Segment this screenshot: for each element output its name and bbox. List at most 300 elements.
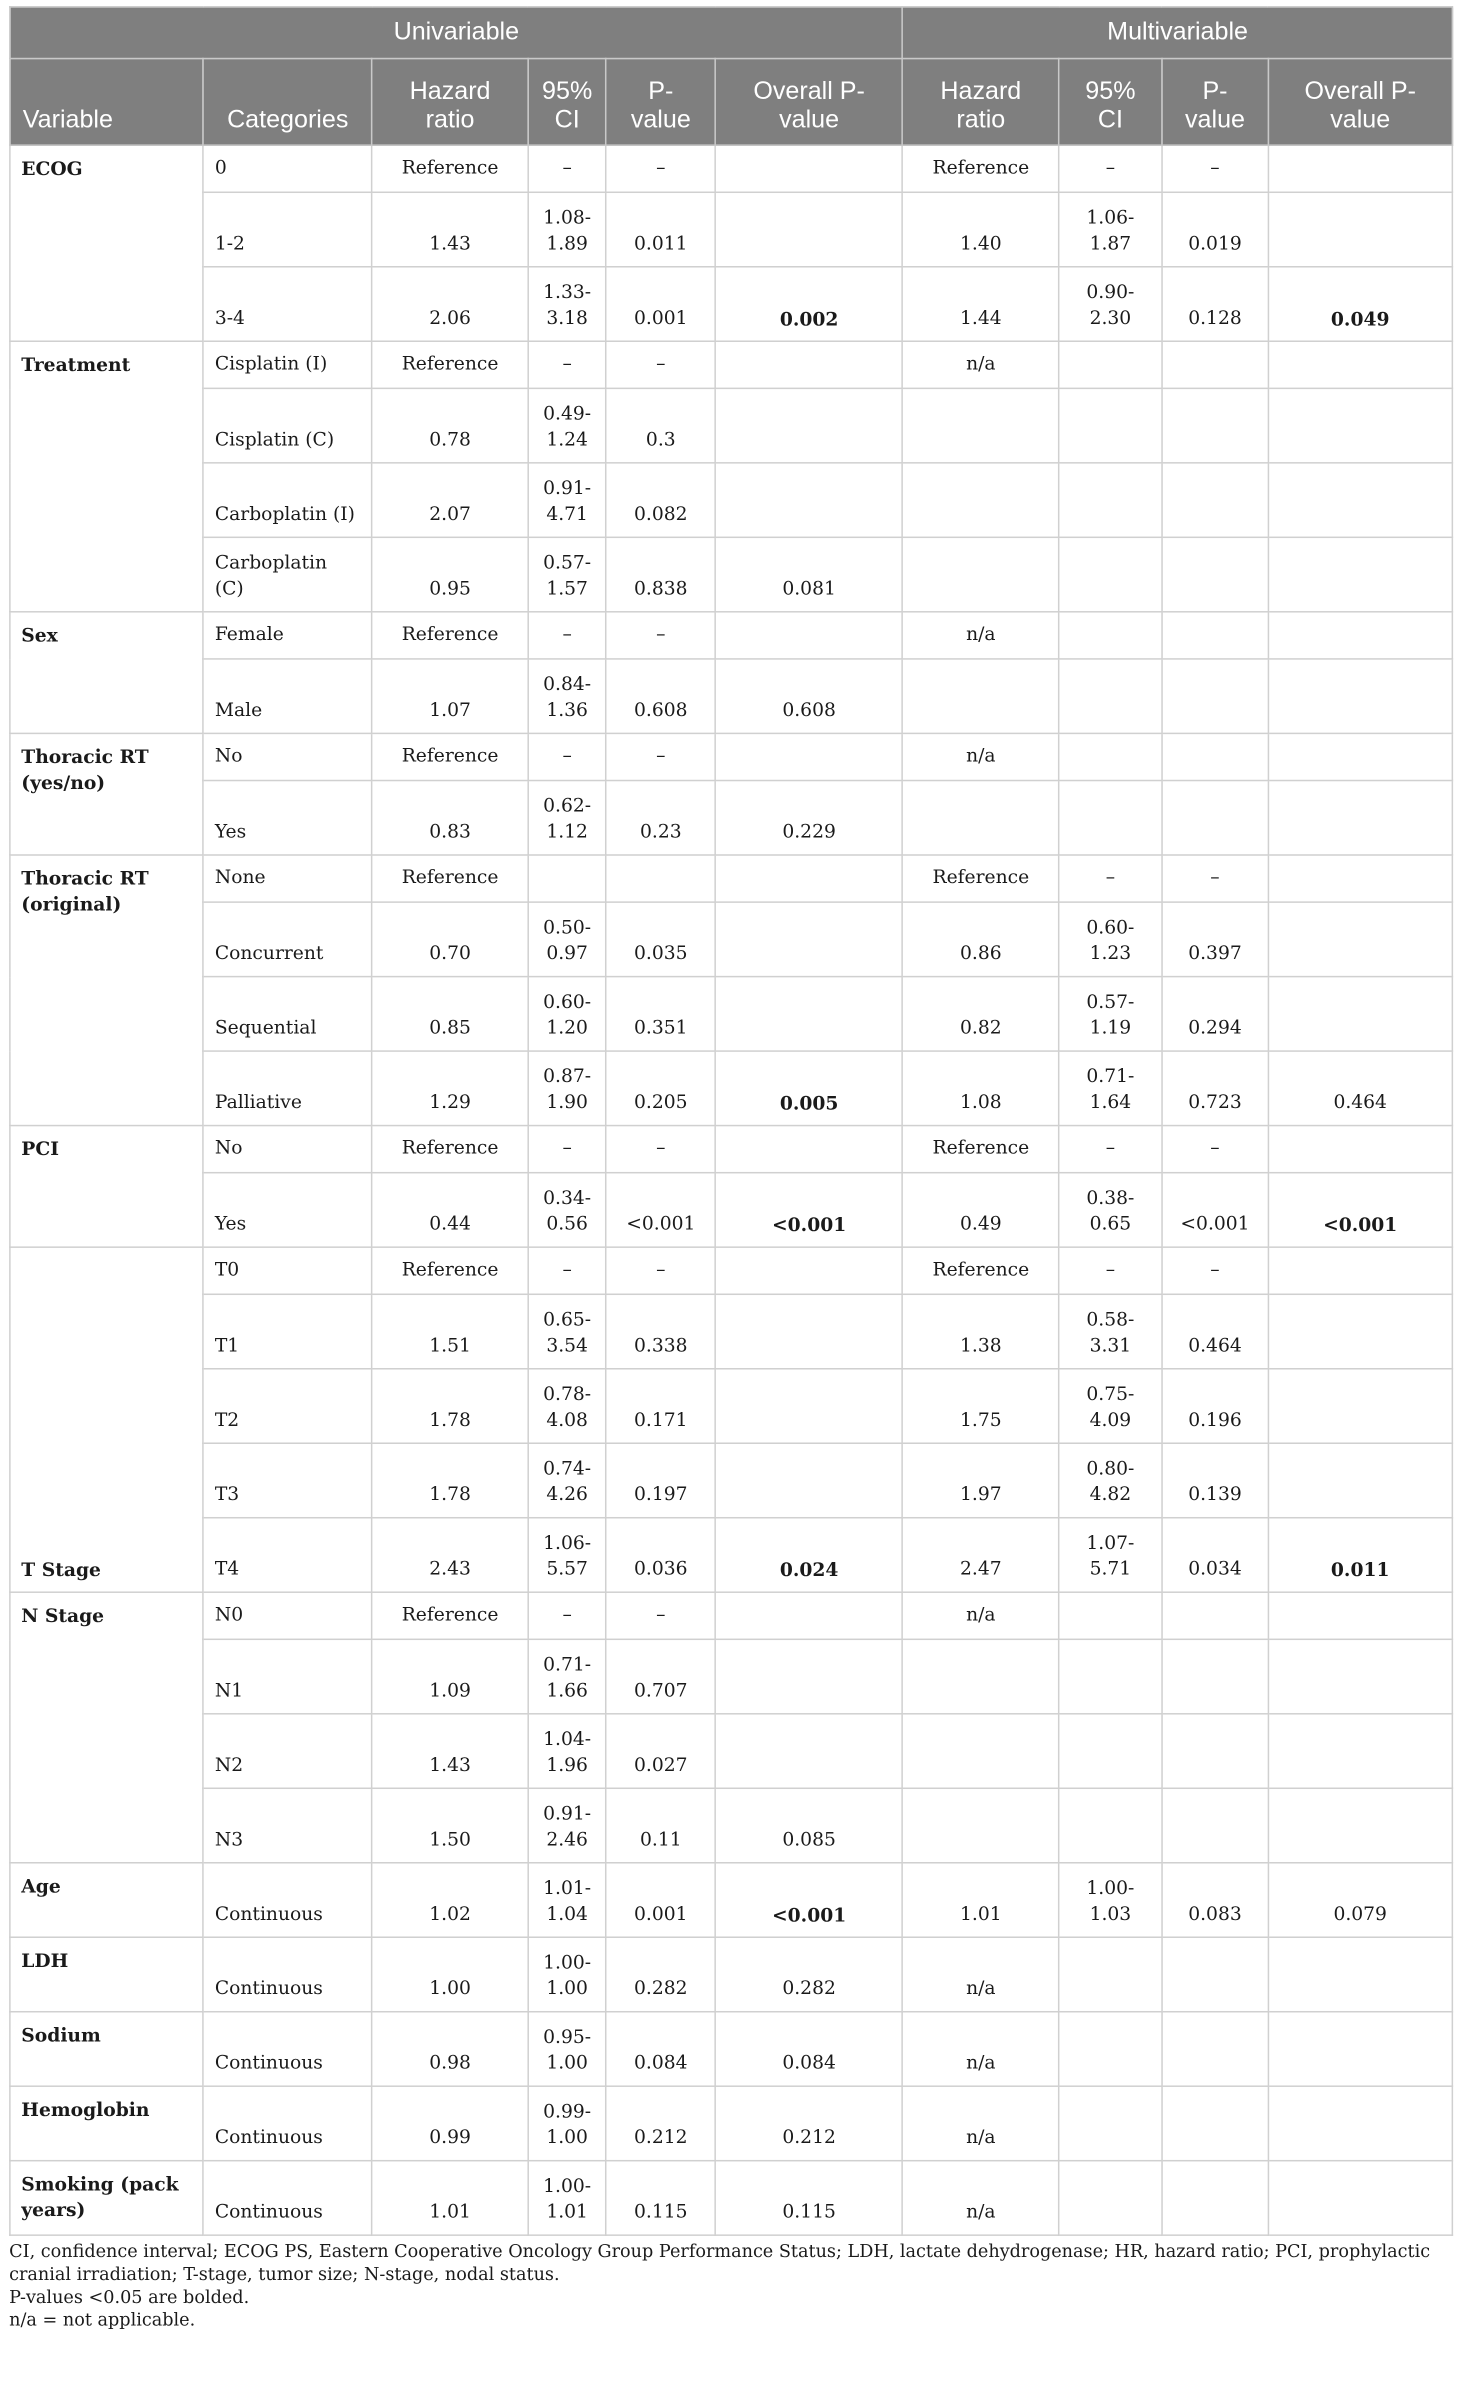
table-row — [10, 1863, 1452, 1937]
overall-p-value-cell — [715, 388, 902, 462]
overall-p-value-cell — [715, 612, 902, 659]
category-cell: Cisplatin (I) — [203, 341, 372, 388]
mv-ci-cell — [1059, 388, 1162, 462]
overall-p-value-cell — [715, 1639, 902, 1713]
table-row — [10, 902, 1452, 976]
mv-p-value-cell — [1162, 659, 1268, 733]
mv-hazard-ratio-cell: 1.40 — [903, 192, 1059, 266]
col-header-variable: Variable — [10, 59, 204, 146]
mv-p-value-cell — [1162, 781, 1268, 855]
p-value-cell: 0.3 — [606, 388, 715, 462]
p-value-cell: 0.084 — [606, 2012, 715, 2086]
category-cell: Continuous — [203, 2161, 372, 2235]
hazard-ratio-cell: 0.98 — [372, 2012, 528, 2086]
mv-hazard-ratio-cell: n/a — [903, 341, 1059, 388]
hazard-ratio-cell: 1.78 — [372, 1369, 528, 1443]
col-header-p-value: P-value — [606, 59, 715, 146]
mv-hazard-ratio-cell: 2.47 — [903, 1518, 1059, 1592]
ci-cell: 0.91-2.46 — [528, 1788, 606, 1862]
mv-p-value-cell: 0.464 — [1162, 1294, 1268, 1368]
ci-cell: – — [528, 612, 606, 659]
mv-hazard-ratio-cell: 0.82 — [903, 977, 1059, 1051]
mv-hazard-ratio-cell: n/a — [903, 2161, 1059, 2235]
mv-p-value-cell — [1162, 612, 1268, 659]
table-header — [10, 7, 1452, 145]
mv-ci-cell — [1059, 1788, 1162, 1862]
category-cell: 1-2 — [203, 192, 372, 266]
p-value-cell: – — [606, 1592, 715, 1639]
table-row — [10, 267, 1452, 341]
variable-cell: ECOG — [10, 145, 204, 341]
ci-cell: 0.57-1.57 — [528, 537, 606, 611]
p-value-cell: 0.608 — [606, 659, 715, 733]
variable-cell: Thoracic RT (yes/no) — [10, 733, 204, 855]
mv-overall-p-value-cell — [1268, 1443, 1452, 1517]
table-row — [10, 2086, 1452, 2160]
p-value-cell: – — [606, 341, 715, 388]
hazard-ratio-cell: 0.70 — [372, 902, 528, 976]
hazard-ratio-cell: Reference — [372, 145, 528, 192]
p-value-cell: <0.001 — [606, 1173, 715, 1247]
mv-hazard-ratio-cell: 1.38 — [903, 1294, 1059, 1368]
overall-p-value-cell: <0.001 — [715, 1173, 902, 1247]
category-cell: Cisplatin (C) — [203, 388, 372, 462]
mv-p-value-cell: 0.397 — [1162, 902, 1268, 976]
ci-cell: 1.08-1.89 — [528, 192, 606, 266]
hazard-ratio-cell: 1.00 — [372, 1937, 528, 2011]
variable-cell: N Stage — [10, 1592, 204, 1863]
ci-cell: 0.87-1.90 — [528, 1051, 606, 1125]
p-value-cell: 0.205 — [606, 1051, 715, 1125]
mv-overall-p-value-cell: <0.001 — [1268, 1173, 1452, 1247]
mv-hazard-ratio-cell — [903, 388, 1059, 462]
hazard-ratio-cell: 1.43 — [372, 192, 528, 266]
table-row — [10, 1294, 1452, 1368]
mv-ci-cell — [1059, 1937, 1162, 2011]
table-row — [10, 1518, 1452, 1592]
table-row — [10, 341, 1452, 388]
category-cell: Carboplatin (I) — [203, 463, 372, 537]
mv-hazard-ratio-cell: Reference — [903, 1126, 1059, 1173]
mv-hazard-ratio-cell: 0.86 — [903, 902, 1059, 976]
mv-overall-p-value-cell — [1268, 1714, 1452, 1788]
variable-cell: Smoking (pack years) — [10, 2161, 204, 2235]
mv-p-value-cell: 0.128 — [1162, 267, 1268, 341]
overall-p-value-cell — [715, 902, 902, 976]
ci-cell: 0.99-1.00 — [528, 2086, 606, 2160]
mv-p-value-cell — [1162, 1714, 1268, 1788]
mv-ci-cell: – — [1059, 145, 1162, 192]
table-row — [10, 1051, 1452, 1125]
mv-p-value-cell — [1162, 733, 1268, 780]
mv-hazard-ratio-cell — [903, 659, 1059, 733]
mv-hazard-ratio-cell: n/a — [903, 612, 1059, 659]
hazard-ratio-cell: 0.83 — [372, 781, 528, 855]
category-cell: Continuous — [203, 1863, 372, 1937]
mv-overall-p-value-cell — [1268, 1788, 1452, 1862]
overall-p-value-cell — [715, 463, 902, 537]
category-cell: 0 — [203, 145, 372, 192]
col-header-overall-p-value: Overall P-value — [715, 59, 902, 146]
mv-p-value-cell — [1162, 2161, 1268, 2235]
mv-p-value-cell — [1162, 1639, 1268, 1713]
variable-cell: PCI — [10, 1126, 204, 1248]
hazard-ratio-cell: 1.78 — [372, 1443, 528, 1517]
mv-overall-p-value-cell — [1268, 1592, 1452, 1639]
ci-cell: 0.78-4.08 — [528, 1369, 606, 1443]
category-cell: Yes — [203, 1173, 372, 1247]
ci-cell: 0.50-0.97 — [528, 902, 606, 976]
mv-p-value-cell: 0.034 — [1162, 1518, 1268, 1592]
table-row — [10, 1714, 1452, 1788]
mv-overall-p-value-cell — [1268, 2161, 1452, 2235]
overall-p-value-cell — [715, 1126, 902, 1173]
overall-p-value-cell — [715, 1369, 902, 1443]
ci-cell: – — [528, 1126, 606, 1173]
p-value-cell: 0.212 — [606, 2086, 715, 2160]
overall-p-value-cell: 0.115 — [715, 2161, 902, 2235]
hazard-ratio-cell: 2.07 — [372, 463, 528, 537]
mv-overall-p-value-cell — [1268, 192, 1452, 266]
hazard-ratio-cell: Reference — [372, 612, 528, 659]
mv-overall-p-value-cell: 0.049 — [1268, 267, 1452, 341]
hazard-ratio-cell: Reference — [372, 341, 528, 388]
table-row — [10, 1173, 1452, 1247]
p-value-cell: 0.838 — [606, 537, 715, 611]
p-value-cell: – — [606, 733, 715, 780]
category-cell: Yes — [203, 781, 372, 855]
mv-hazard-ratio-cell — [903, 1714, 1059, 1788]
table-row — [10, 1126, 1452, 1173]
overall-p-value-cell: 0.002 — [715, 267, 902, 341]
mv-ci-cell: 0.60-1.23 — [1059, 902, 1162, 976]
mv-overall-p-value-cell: 0.079 — [1268, 1863, 1452, 1937]
ci-cell: 0.34-0.56 — [528, 1173, 606, 1247]
category-cell: T3 — [203, 1443, 372, 1517]
category-cell: T1 — [203, 1294, 372, 1368]
overall-p-value-cell — [715, 1714, 902, 1788]
hazard-ratio-cell: 1.09 — [372, 1639, 528, 1713]
mv-ci-cell: 0.38-0.65 — [1059, 1173, 1162, 1247]
overall-p-value-cell — [715, 733, 902, 780]
category-cell: Continuous — [203, 2086, 372, 2160]
category-cell: Palliative — [203, 1051, 372, 1125]
mv-ci-cell: 0.80-4.82 — [1059, 1443, 1162, 1517]
table-row — [10, 2012, 1452, 2086]
mv-overall-p-value-cell: 0.464 — [1268, 1051, 1452, 1125]
mv-hazard-ratio-cell: Reference — [903, 1247, 1059, 1294]
table-row — [10, 1639, 1452, 1713]
hazard-ratio-cell: 1.07 — [372, 659, 528, 733]
p-value-cell: 0.171 — [606, 1369, 715, 1443]
mv-overall-p-value-cell — [1268, 2012, 1452, 2086]
p-value-cell: – — [606, 612, 715, 659]
variable-cell: Sex — [10, 612, 204, 734]
category-cell: Continuous — [203, 2012, 372, 2086]
ci-cell: 0.65-3.54 — [528, 1294, 606, 1368]
table-row — [10, 388, 1452, 462]
mv-ci-cell — [1059, 733, 1162, 780]
overall-p-value-cell — [715, 1247, 902, 1294]
category-cell: Female — [203, 612, 372, 659]
category-cell: No — [203, 1126, 372, 1173]
mv-hazard-ratio-cell — [903, 1788, 1059, 1862]
mv-hazard-ratio-cell — [903, 781, 1059, 855]
ci-cell: 1.00-1.00 — [528, 1937, 606, 2011]
ci-cell: 0.91-4.71 — [528, 463, 606, 537]
table-row — [10, 463, 1452, 537]
mv-ci-cell — [1059, 612, 1162, 659]
mv-hazard-ratio-cell — [903, 1639, 1059, 1713]
table-row — [10, 1788, 1452, 1862]
mv-ci-cell — [1059, 341, 1162, 388]
hazard-ratio-cell: 1.50 — [372, 1788, 528, 1862]
hazard-ratio-cell: Reference — [372, 1126, 528, 1173]
mv-ci-cell — [1059, 1592, 1162, 1639]
category-cell: Concurrent — [203, 902, 372, 976]
group-header-univariable: Univariable — [10, 7, 903, 59]
overall-p-value-cell — [715, 1443, 902, 1517]
overall-p-value-cell: 0.081 — [715, 537, 902, 611]
overall-p-value-cell: 0.282 — [715, 1937, 902, 2011]
table-row — [10, 1592, 1452, 1639]
mv-overall-p-value-cell — [1268, 781, 1452, 855]
mv-p-value-cell — [1162, 341, 1268, 388]
p-value-cell: – — [606, 1247, 715, 1294]
table-row — [10, 1443, 1452, 1517]
mv-ci-cell — [1059, 2086, 1162, 2160]
p-value-cell: 0.282 — [606, 1937, 715, 2011]
table-row — [10, 733, 1452, 780]
footnote-abbreviations: CI, confidence interval; ECOG PS, Eastern Cooperative Oncology Group Performance Status; LDH, lactate dehydrogenase; HR, hazard ratio; PCI, prophylactic cranial irradiation; T-stage, tumor size; N-stage, nodal status. — [9, 2240, 1431, 2285]
table-row — [10, 855, 1452, 902]
table-row — [10, 145, 1452, 192]
mv-p-value-cell — [1162, 463, 1268, 537]
category-cell: Carboplatin (C) — [203, 537, 372, 611]
mv-ci-cell: 1.06-1.87 — [1059, 192, 1162, 266]
overall-p-value-cell: 0.212 — [715, 2086, 902, 2160]
mv-p-value-cell — [1162, 1788, 1268, 1862]
overall-p-value-cell: 0.024 — [715, 1518, 902, 1592]
mv-ci-cell — [1059, 2012, 1162, 2086]
mv-ci-cell: – — [1059, 855, 1162, 902]
overall-p-value-cell — [715, 1592, 902, 1639]
category-cell: Sequential — [203, 977, 372, 1051]
group-header-multivariable: Multivariable — [903, 7, 1453, 59]
ci-cell: – — [528, 341, 606, 388]
mv-hazard-ratio-cell: 1.97 — [903, 1443, 1059, 1517]
table-footnotes — [9, 2240, 1453, 2331]
p-value-cell: 0.197 — [606, 1443, 715, 1517]
mv-p-value-cell: 0.083 — [1162, 1863, 1268, 1937]
p-value-cell: 0.11 — [606, 1788, 715, 1862]
mv-ci-cell — [1059, 781, 1162, 855]
ci-cell: – — [528, 733, 606, 780]
ci-cell: 1.33-3.18 — [528, 267, 606, 341]
ci-cell: 1.01-1.04 — [528, 1863, 606, 1937]
mv-ci-cell — [1059, 1714, 1162, 1788]
hazard-ratio-cell: Reference — [372, 1247, 528, 1294]
mv-hazard-ratio-cell: Reference — [903, 145, 1059, 192]
mv-overall-p-value-cell: 0.011 — [1268, 1518, 1452, 1592]
mv-hazard-ratio-cell: n/a — [903, 733, 1059, 780]
mv-overall-p-value-cell — [1268, 2086, 1452, 2160]
variable-cell: LDH — [10, 1937, 204, 2011]
mv-p-value-cell: – — [1162, 1247, 1268, 1294]
overall-p-value-cell: 0.005 — [715, 1051, 902, 1125]
mv-ci-cell: 0.75-4.09 — [1059, 1369, 1162, 1443]
mv-overall-p-value-cell — [1268, 1937, 1452, 2011]
p-value-cell: 0.035 — [606, 902, 715, 976]
table-row — [10, 659, 1452, 733]
mv-p-value-cell: – — [1162, 855, 1268, 902]
p-value-cell: 0.036 — [606, 1518, 715, 1592]
col-header-hazard-ratio: Hazard ratio — [372, 59, 528, 146]
hazard-ratio-cell: 0.99 — [372, 2086, 528, 2160]
col-header-mv-overall-p-value: Overall P-value — [1268, 59, 1452, 146]
ci-cell: 1.06-5.57 — [528, 1518, 606, 1592]
mv-ci-cell: 0.90-2.30 — [1059, 267, 1162, 341]
mv-ci-cell — [1059, 537, 1162, 611]
mv-ci-cell: 0.71-1.64 — [1059, 1051, 1162, 1125]
p-value-cell: 0.011 — [606, 192, 715, 266]
mv-overall-p-value-cell — [1268, 1369, 1452, 1443]
mv-hazard-ratio-cell — [903, 463, 1059, 537]
mv-p-value-cell — [1162, 1592, 1268, 1639]
mv-overall-p-value-cell — [1268, 659, 1452, 733]
mv-overall-p-value-cell — [1268, 1294, 1452, 1368]
mv-overall-p-value-cell — [1268, 902, 1452, 976]
table-row — [10, 977, 1452, 1051]
ci-cell: 0.74-4.26 — [528, 1443, 606, 1517]
mv-hazard-ratio-cell: 1.75 — [903, 1369, 1059, 1443]
variable-cell: Sodium — [10, 2012, 204, 2086]
table-row — [10, 192, 1452, 266]
category-cell: No — [203, 733, 372, 780]
category-cell: N1 — [203, 1639, 372, 1713]
mv-hazard-ratio-cell: 1.01 — [903, 1863, 1059, 1937]
footnote-bold: P-values <0.05 are bolded. — [9, 2286, 250, 2308]
hazard-ratio-cell: 1.43 — [372, 1714, 528, 1788]
mv-p-value-cell: <0.001 — [1162, 1173, 1268, 1247]
ci-cell — [528, 855, 606, 902]
hazard-ratio-cell: 0.85 — [372, 977, 528, 1051]
overall-p-value-cell: 0.085 — [715, 1788, 902, 1862]
hazard-ratio-cell: 1.02 — [372, 1863, 528, 1937]
mv-overall-p-value-cell — [1268, 341, 1452, 388]
category-cell: T4 — [203, 1518, 372, 1592]
category-cell: N0 — [203, 1592, 372, 1639]
p-value-cell: – — [606, 145, 715, 192]
hazard-ratio-cell: Reference — [372, 855, 528, 902]
hazard-ratio-cell: 2.43 — [372, 1518, 528, 1592]
hazard-ratio-cell: Reference — [372, 733, 528, 780]
mv-p-value-cell: 0.019 — [1162, 192, 1268, 266]
hazard-ratio-cell: 0.44 — [372, 1173, 528, 1247]
category-cell: T0 — [203, 1247, 372, 1294]
category-cell: T2 — [203, 1369, 372, 1443]
mv-p-value-cell: – — [1162, 1126, 1268, 1173]
overall-p-value-cell — [715, 855, 902, 902]
mv-p-value-cell — [1162, 2012, 1268, 2086]
footnote-na: n/a = not applicable. — [9, 2308, 196, 2331]
col-header-mv-ci: 95% CI — [1059, 59, 1162, 146]
category-cell: Continuous — [203, 1937, 372, 2011]
ci-cell: 0.49-1.24 — [528, 388, 606, 462]
table-row — [10, 612, 1452, 659]
ci-cell: 0.62-1.12 — [528, 781, 606, 855]
p-value-cell: 0.027 — [606, 1714, 715, 1788]
mv-ci-cell — [1059, 463, 1162, 537]
p-value-cell: 0.338 — [606, 1294, 715, 1368]
mv-overall-p-value-cell — [1268, 1639, 1452, 1713]
mv-overall-p-value-cell — [1268, 145, 1452, 192]
table-body — [10, 145, 1452, 2235]
ci-cell: 0.71-1.66 — [528, 1639, 606, 1713]
mv-overall-p-value-cell — [1268, 537, 1452, 611]
hazard-ratio-cell: 1.51 — [372, 1294, 528, 1368]
overall-p-value-cell — [715, 145, 902, 192]
mv-hazard-ratio-cell: Reference — [903, 855, 1059, 902]
mv-hazard-ratio-cell: n/a — [903, 1937, 1059, 2011]
mv-p-value-cell: – — [1162, 145, 1268, 192]
variable-cell: Hemoglobin — [10, 2086, 204, 2160]
mv-p-value-cell: 0.196 — [1162, 1369, 1268, 1443]
hazard-ratio-cell: 0.95 — [372, 537, 528, 611]
hazard-ratio-cell: 1.29 — [372, 1051, 528, 1125]
mv-ci-cell — [1059, 1639, 1162, 1713]
ci-cell: 1.00-1.01 — [528, 2161, 606, 2235]
ci-cell: – — [528, 1247, 606, 1294]
hazard-ratio-cell: 2.06 — [372, 267, 528, 341]
hazard-ratio-table — [9, 6, 1453, 2236]
mv-p-value-cell — [1162, 2086, 1268, 2160]
hazard-ratio-cell: 1.01 — [372, 2161, 528, 2235]
mv-p-value-cell: 0.723 — [1162, 1051, 1268, 1125]
mv-p-value-cell: 0.139 — [1162, 1443, 1268, 1517]
p-value-cell — [606, 855, 715, 902]
mv-hazard-ratio-cell: 1.44 — [903, 267, 1059, 341]
ci-cell: – — [528, 145, 606, 192]
table-row — [10, 781, 1452, 855]
mv-hazard-ratio-cell — [903, 537, 1059, 611]
mv-hazard-ratio-cell: n/a — [903, 2012, 1059, 2086]
mv-overall-p-value-cell — [1268, 855, 1452, 902]
ci-cell: – — [528, 1592, 606, 1639]
mv-ci-cell: – — [1059, 1247, 1162, 1294]
mv-ci-cell: 1.00-1.03 — [1059, 1863, 1162, 1937]
table-row — [10, 1937, 1452, 2011]
col-header-categories: Categories — [203, 59, 372, 146]
variable-cell: Treatment — [10, 341, 204, 612]
overall-p-value-cell — [715, 1294, 902, 1368]
mv-overall-p-value-cell — [1268, 612, 1452, 659]
p-value-cell: – — [606, 1126, 715, 1173]
mv-hazard-ratio-cell: n/a — [903, 2086, 1059, 2160]
hazard-ratio-cell: Reference — [372, 1592, 528, 1639]
mv-ci-cell: – — [1059, 1126, 1162, 1173]
table-row — [10, 2161, 1452, 2235]
ci-cell: 0.95-1.00 — [528, 2012, 606, 2086]
table-row — [10, 1247, 1452, 1294]
p-value-cell: 0.351 — [606, 977, 715, 1051]
col-header-mv-hazard-ratio: Hazard ratio — [903, 59, 1059, 146]
mv-p-value-cell — [1162, 388, 1268, 462]
variable-cell: Thoracic RT (original) — [10, 855, 204, 1126]
col-header-ci: 95% CI — [528, 59, 606, 146]
mv-p-value-cell — [1162, 1937, 1268, 2011]
category-cell: N2 — [203, 1714, 372, 1788]
